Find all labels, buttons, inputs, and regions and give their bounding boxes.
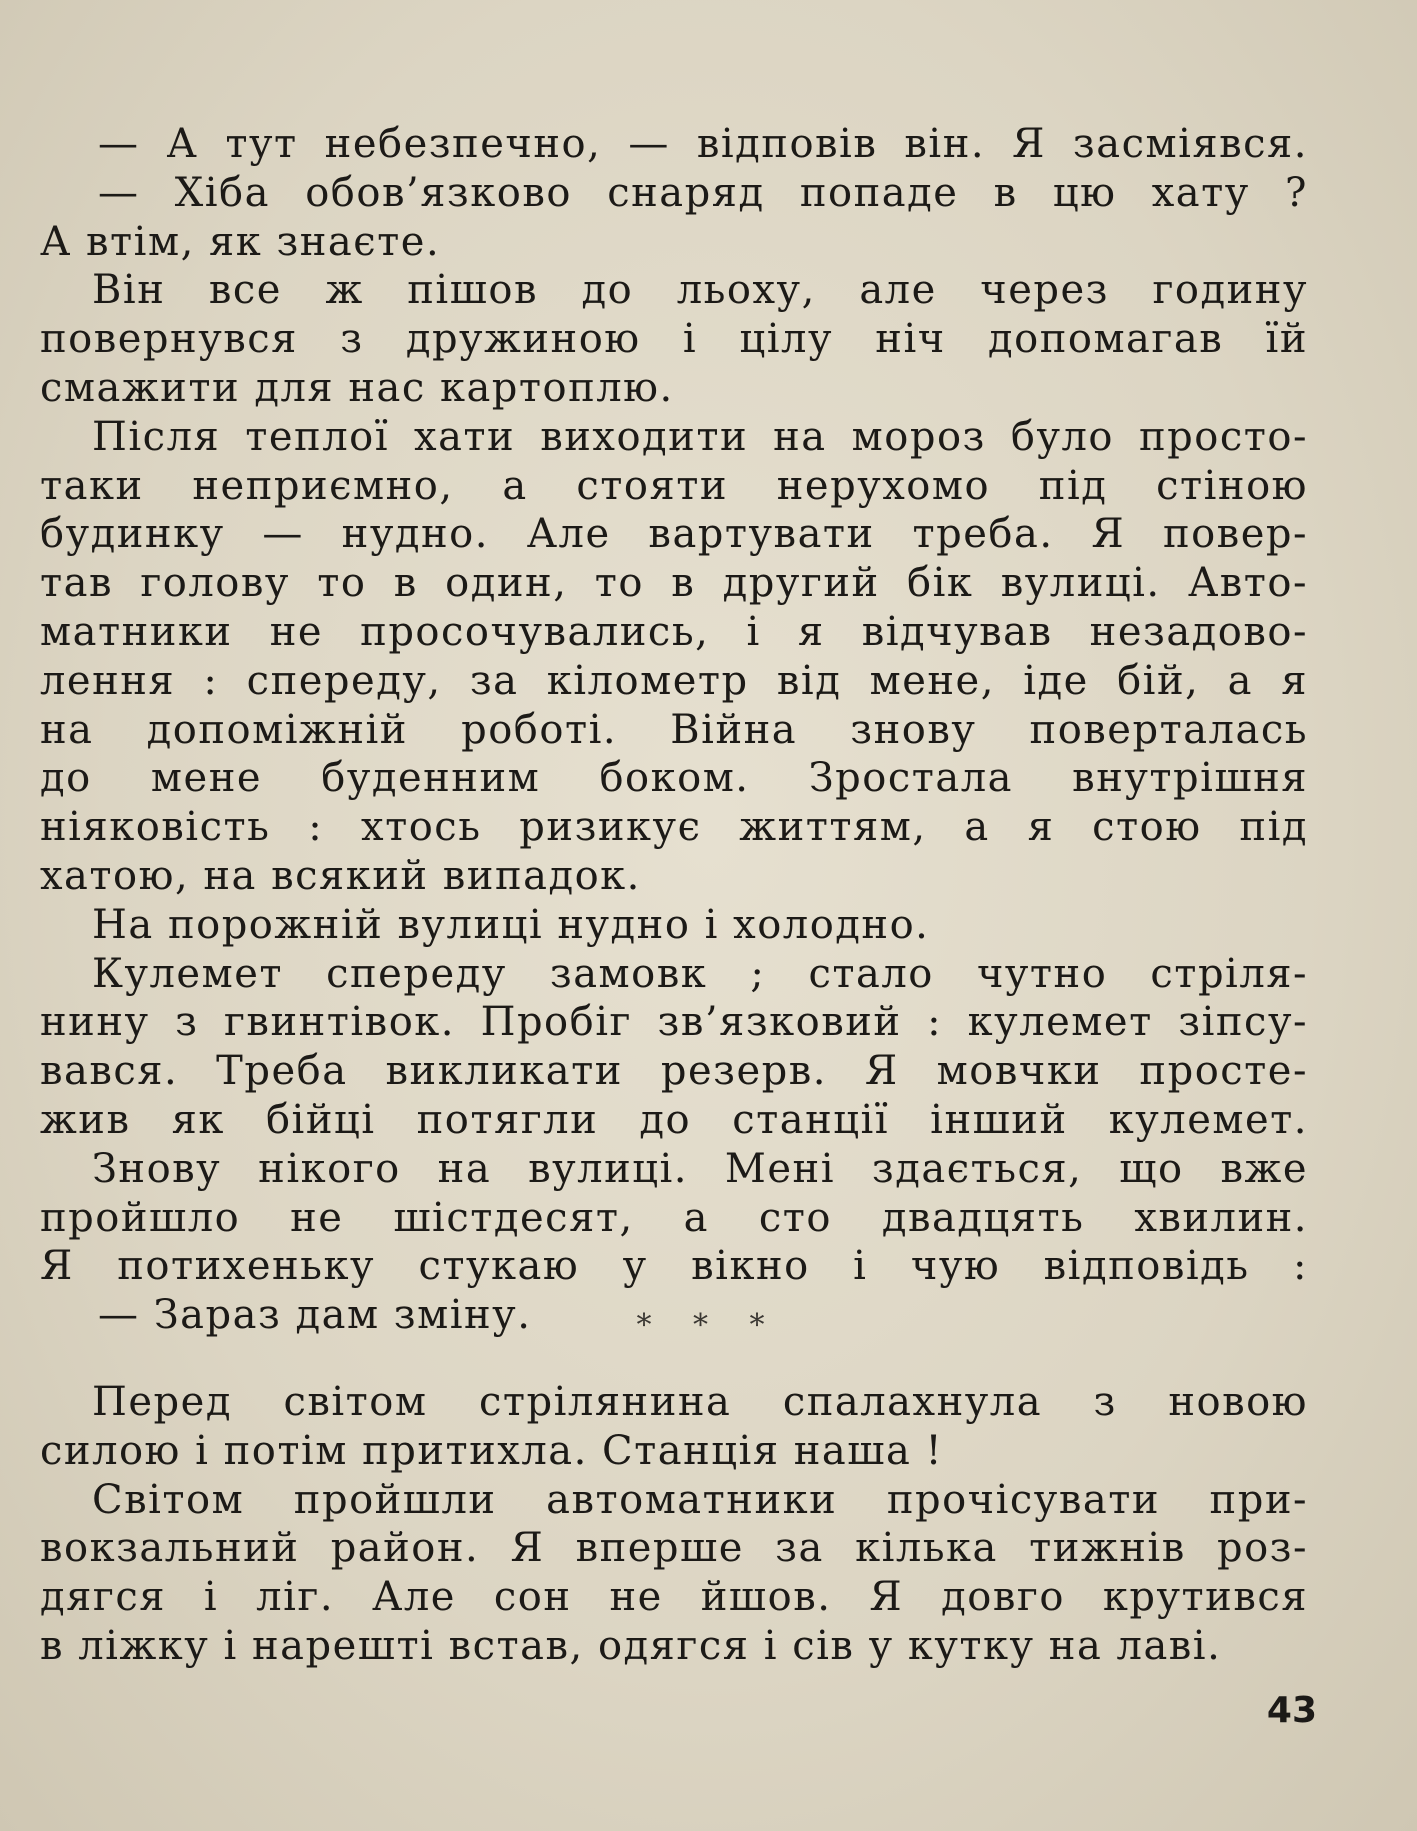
text-line: — Зараз дам зміну. (98, 1292, 532, 1339)
text-line: Після теплої хати виходити на мороз було просто- (92, 413, 1308, 460)
text-line: в ліжку і нарешті встав, одягся і сів у кутку на лаві. (40, 1622, 1222, 1669)
text-line: — А тут небезпечно, — відповів він. Я засміявся. (98, 121, 1308, 167)
text-line: А втім, як знаєте. (40, 218, 441, 265)
text-line: матники не просочувались, і я відчував незадово- (40, 608, 1308, 655)
text-line: на допоміжній роботі. Війна знову поверталась (40, 706, 1308, 753)
page-number: 43 (1266, 1690, 1317, 1731)
text-section-2 (40, 1378, 1308, 1671)
text-line: вався. Треба викликати резерв. Я мовчки просте- (40, 1048, 1308, 1095)
text-line: смажити для нас картоплю. (40, 364, 674, 411)
text-line: повернувся з дружиною і цілу ніч допомагав їй (40, 316, 1308, 363)
text-line: хатою, на всякий випадок. (40, 852, 641, 899)
text-line: Кулемет спереду замовк ; стало чутно стріля- (92, 950, 1308, 997)
text-line: до мене буденним боком. Зростала внутрішня (40, 755, 1308, 802)
section-separator: * * * (636, 1308, 781, 1343)
text-section-1 (40, 120, 1308, 1340)
text-line: ніяковість : хтось ризикує життям, а я стою під (40, 804, 1308, 851)
text-line: Світом пройшли автоматники прочісувати при- (92, 1476, 1308, 1523)
text-line: таки неприємно, а стояти нерухомо під стіною (40, 462, 1308, 509)
text-line: силою і потім притихла. Станція наша ! (40, 1427, 944, 1474)
text-line: — Хіба обов’язково снаряд попаде в цю хату ? (98, 169, 1308, 216)
text-line: Він все ж пішов до льоху, але через годину (92, 267, 1308, 314)
text-line: Я потихеньку стукаю у вікно і чую відповідь : (40, 1243, 1308, 1290)
text-line: дягся і ліг. Але сон не йшов. Я довго крутився (40, 1574, 1308, 1621)
text-line: пройшло не шістдесят, а сто двадцять хвилин. (40, 1194, 1308, 1241)
text-line: нину з гвинтівок. Пробіг зв’язковий : кулемет зіпсу- (40, 999, 1308, 1046)
text-line: тав голову то в один, то в другий бік вулиці. Авто- (40, 560, 1308, 607)
text-line: будинку — нудно. Але вартувати треба. Я повер- (40, 511, 1308, 558)
text-line: Перед світом стрілянина спалахнула з новою (92, 1379, 1308, 1425)
text-line: На порожній вулиці нудно і холодно. (92, 901, 930, 948)
text-line: жив як бійці потягли до станції інший кулемет. (40, 1096, 1308, 1143)
text-line: вокзальний район. Я вперше за кілька тижнів роз- (40, 1525, 1308, 1572)
text-line: лення : спереду, за кілометр від мене, іде бій, а я (40, 657, 1308, 704)
text-line: Знову нікого на вулиці. Мені здається, що вже (92, 1145, 1308, 1192)
